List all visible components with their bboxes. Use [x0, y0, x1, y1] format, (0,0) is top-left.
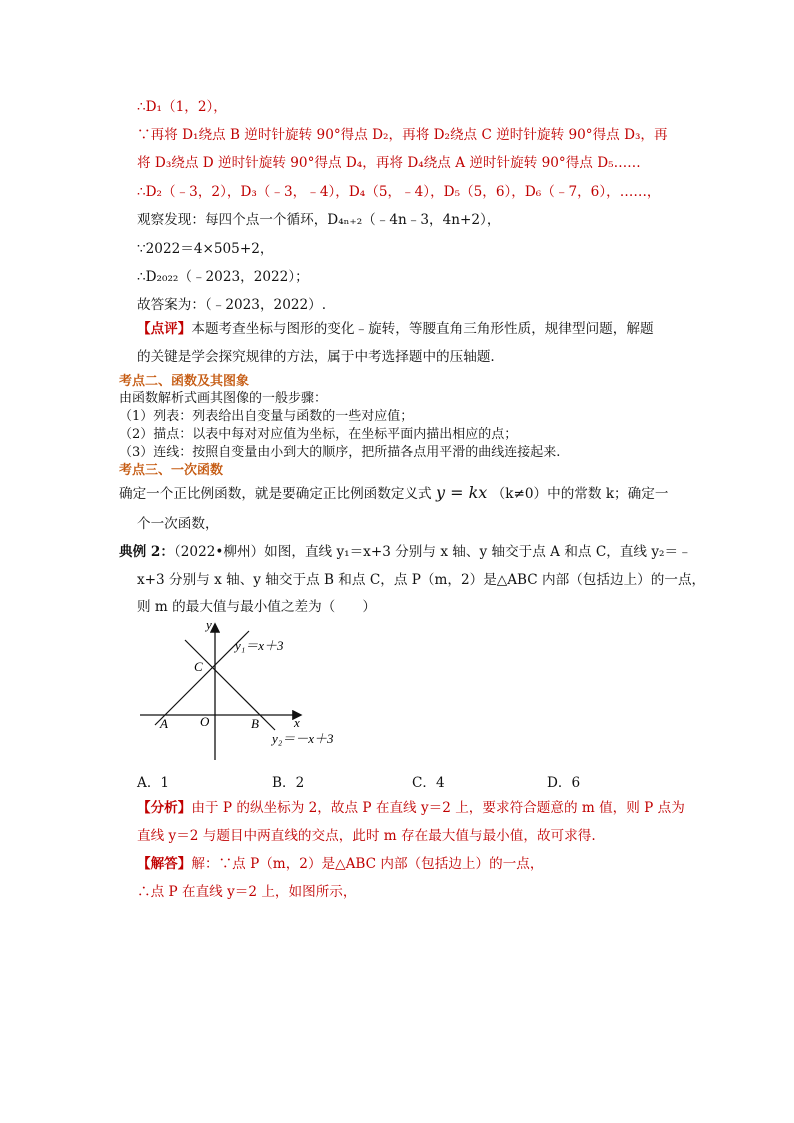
solution-line-rotation-1: ∵再将 D₁绕点 B 逆时针旋转 90°得点 D₂，再将 D₂绕点 C 逆时针旋转 90°得点 D₃，再	[137, 127, 668, 143]
solution-line-d2022: ∴D₂₀₂₂（﹣2023，2022）；	[137, 269, 309, 285]
section2-title: 考点二、函数及其图象	[119, 374, 250, 389]
proportional-formula: y = kx	[435, 483, 488, 502]
section3-text-1b: （k≠0）中的常数 k；确定一	[491, 486, 669, 502]
x-axis-label: x	[294, 715, 300, 730]
section2-intro: 由函数解析式画其图像的一般步骤：	[119, 391, 328, 406]
y-axis-label: y	[206, 617, 212, 632]
line-y2	[185, 640, 275, 730]
option-c[interactable]: C．4	[412, 775, 445, 791]
comment-tag: 【点评】	[137, 321, 192, 337]
example2-line-3: 则 m 的最大值与最小值之差为（ ）	[137, 599, 377, 615]
y2-equation-label: y₂＝－x＋3	[272, 731, 334, 746]
option-b[interactable]: B．2	[272, 775, 305, 791]
comment-line-2: 的关键是学会探究规律的方法，属于中考选择题中的压轴题.	[137, 349, 495, 365]
solution-line-1	[137, 855, 544, 873]
y1-equation-label: y₁＝x＋3	[235, 638, 284, 653]
solution-line-2: ∴点 P 在直线 y＝2 上，如图所示，	[137, 884, 357, 900]
solution-line-2022: ∵2022＝4×505+2，	[137, 241, 274, 257]
origin-label: O	[200, 714, 210, 729]
solution-line-rotation-2: 将 D₃绕点 D 逆时针旋转 90°得点 D₄，再将 D₄绕点 A 逆时针旋转 90°得点 D₅……	[137, 155, 641, 171]
answer-line: 故答案为：（﹣2023，2022）.	[137, 297, 327, 313]
analysis-line-2: 直线 y＝2 与题目中两直线的交点，此时 m 存在最大值与最小值，故可求得.	[137, 828, 596, 844]
solution-tag: 【解答】	[137, 856, 192, 872]
section2-step2: （2）描点：以表中每对对应值为坐标，在坐标平面内描出相应的点；	[119, 427, 518, 442]
function-graph	[135, 615, 365, 765]
example2-label: 典例 2：	[119, 544, 174, 560]
example2-line-2: x+3 分别与 x 轴、y 轴交于点 B 和点 C，点 P（m，2）是△ABC 内部（包括边上）的一点，	[137, 572, 706, 588]
example2-line-1	[119, 543, 692, 561]
section3-line-1	[119, 484, 668, 503]
solution-line-points: ∴D₂（﹣3，2），D₃（﹣3，﹣4），D₄（5，﹣4），D₅（5，6），D₆（﹣7，6），……，	[137, 184, 661, 200]
point-b-label: B	[251, 716, 259, 731]
solution-line-observation: 观察发现：每四个点一个循环，D₄ₙ₊₂（﹣4n﹣3，4n+2），	[137, 212, 501, 228]
section2-step3: （3）连线：按照自变量由小到大的顺序，把所描各点用平滑的曲线连接起来.	[119, 445, 561, 460]
section3-title: 考点三、一次函数	[119, 463, 224, 478]
point-a-label: A	[160, 716, 168, 731]
option-d[interactable]: D．6	[547, 775, 581, 791]
comment-line-1	[137, 320, 654, 338]
comment-text-1: 本题考查坐标与图形的变化﹣旋转，等腰直角三角形性质，规律型问题，解题	[191, 321, 654, 337]
point-c-label: C	[194, 659, 203, 674]
solution-text-1: 解：∵点 P（m，2）是△ABC 内部（包括边上）的一点，	[191, 856, 544, 872]
analysis-text-1: 由于 P 的纵坐标为 2，故点 P 在直线 y＝2 上，要求符合题意的 m 值，则 P 点为	[191, 800, 685, 816]
analysis-line-1	[137, 799, 685, 817]
option-a[interactable]: A．1	[137, 775, 170, 791]
solution-line-d1: ∴D₁（1，2），	[137, 99, 227, 115]
example2-text-1: （2022•柳州）如图，直线 y₁＝x+3 分别与 x 轴、y 轴交于点 A 和点 C，直线 y₂＝﹣	[173, 544, 692, 560]
section3-text-1a: 确定一个正比例函数，就是要确定正比例函数定义式	[119, 486, 432, 502]
analysis-tag: 【分析】	[137, 800, 192, 816]
section2-step1: （1）列表：列表给出自变量与函数的一些对应值；	[119, 409, 414, 424]
section3-line-2: 个一次函数，	[137, 516, 219, 532]
